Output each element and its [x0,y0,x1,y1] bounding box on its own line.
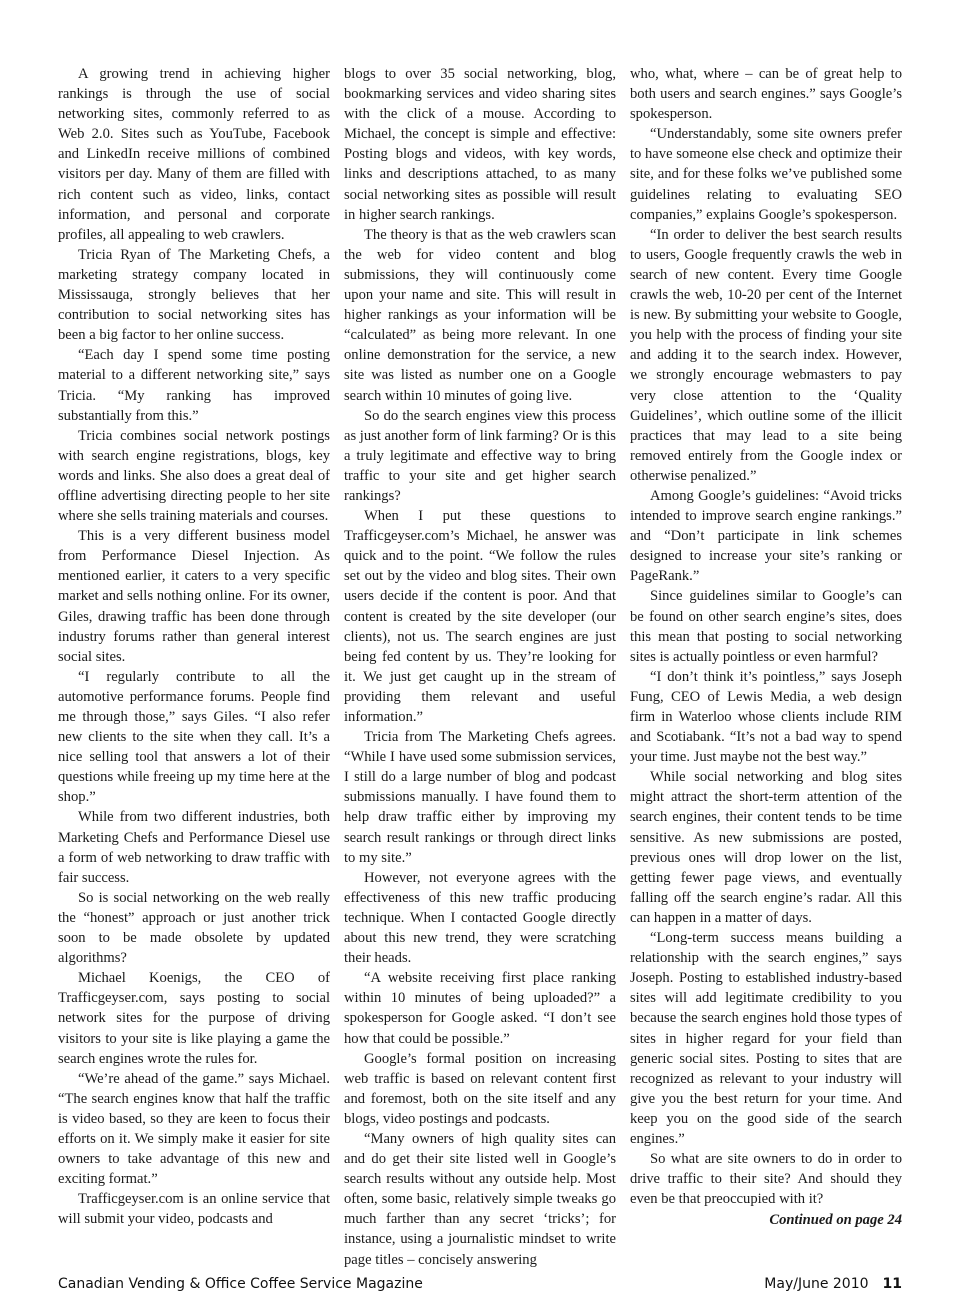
paragraph: This is a very different business model from Performance Diesel Injection. As mentioned earlier, it caters to a very specific market and sells nothing online. For its owner, Giles, drawing traffic has been done through industry forums rather than general interest social sites. [58,528,330,665]
paragraph: “I regularly contribute to all the automotive performance forums. People find me through those,” says Giles. “I also refer new clients to the site when they call. It’s a nice selling tool that answers a lot of their questions while freeing up my time here at the shop.” [58,668,330,806]
paragraph: “A website receiving first place ranking within 10 minutes of being uploaded?” a spokesperson for Google asked. “I don’t see how that could be possible.” [344,970,616,1047]
paragraph: “I don’t think it’s pointless,” says Joseph Fung, CEO of Lewis Media, a web design firm in Waterloo whose clients include RIM and Scotiabank. “It’s not a bad way to spend your time. Just maybe not the best way.” [630,668,902,766]
issue-date: May/June 2010 [764,1276,869,1292]
paragraph: “Understandably, some site owners prefer to have someone else check and optimize their site, and for these folks we’ve published some guidelines relating to evaluating SEO companies,” explains Google’s spokesperson. [630,126,902,223]
paragraph: Tricia from The Marketing Chefs agrees. “While I have used some submission services, I still do a large number of blog and podcast submissions manually. I have found them to help draw traffic either by improving my search result rankings or through direct links to my site.” [344,729,616,866]
paragraph: “Many owners of high quality sites can and do get their site listed well in Google’s search results without any outside help. Most often, some basic, relatively simple tweaks go much farther than any secret ‘tricks’; for instance, using a journalistic mindset to write page titles – concisely answering [344,1130,616,1268]
paragraph: So is social networking on the web really the “honest” approach or just another trick soon to be made obsolete by updated algorithms? [58,889,330,967]
paragraph: Among Google’s guidelines: “Avoid tricks intended to improve search engine rankings.” and “Don’t participate in link schemes designed to increase your site’s ranking or PageRank.” [630,487,902,585]
article-body [58,64,902,1268]
paragraph: While from two different industries, both Marketing Chefs and Performance Diesel use a form of web networking to draw traffic with fair success. [58,809,330,886]
column-2 [344,64,616,1268]
page-footer [58,1276,902,1292]
paragraph: So do the search engines view this process as just another form of link farming? Or is this a truly legitimate and effective way to bring traffic to your site and get higher search rankings? [344,407,616,504]
paragraph: When I put these questions to Trafficgeyser.com’s Michael, he answer was quick and to the point. “We follow the rules set out by the video and blog sites. Their own users decide if the content is poor. And that content is created by the site developer (our clients), not us. The search engines are just being fed content by us. They’re looking for it. We just get caught up in the stream of providing them relevant and useful information.” [344,508,616,725]
column-3 [630,64,902,1252]
paragraph: So what are site owners to do in order to drive traffic to their site? And should they even be that preoccupied with it? [630,1151,902,1208]
column-1 [58,64,330,1252]
publication-name: Canadian Vending & Office Coffee Service Magazine [58,1276,423,1292]
paragraph: “In order to deliver the best search results to users, Google frequently crawls the web in search of new content. Every time Google crawls the web, 10-20 per cent of the Internet is new. By submitting your website to Google, you help with the process of finding your site and adding it to the search index. However, we strongly encourage webmasters to pay very close attention to the ‘Quality Guidelines’, which outline some of the illicit practices that may lead to a site being removed entirely from the Google index or otherwise penalized.” [630,226,902,484]
paragraph: Google’s formal position on increasing web traffic is based on relevant content first and foremost, both on the site itself and any blogs, video postings and podcasts. [344,1050,616,1127]
paragraph: “Long-term success means building a relationship with the search engines,” says Joseph. Posting to established industry-based sites will add legitimate credibility to you because the search engines hold those types of sites in higher regard for your field than generic social sites. Posting to sites that are recognized as relevant to your industry will give you the best return for your time. And keep you on the good side of the search engines.” [630,930,902,1147]
paragraph: Since guidelines similar to Google’s can be found on other search engine’s sites, does this mean that posting to social networking sites is actually pointless or even harmful? [630,588,902,665]
paragraph: However, not everyone agrees with the effectiveness of this new traffic producing technique. When I contacted Google directly about this new trend, they were scratching their heads. [344,869,616,967]
paragraph: While social networking and blog sites might attract the short-term attention of the search engines, their content tends to be time sensitive. As new submissions are posted, previous ones will drop lower on the list, getting fewer page views, and eventually falling off the search engine’s radar. All this can happen in a matter of days. [630,769,902,926]
footer-right [764,1276,902,1292]
paragraph: who, what, where – can be of great help to both users and search engines.” says Google’s spokesperson. [630,66,902,123]
paragraph: “We’re ahead of the game.” says Michael. “The search engines know that half the traffic is video based, so they are keen to focus their efforts on it. We simply make it easier for site owners to take advantage of this new and exciting format.” [58,1070,330,1188]
paragraph: Michael Koenigs, the CEO of Trafficgeyser.com, says posting to social network sites for the purpose of driving visitors to your site is like playing a game the search engines wrote the rules for. [58,970,330,1067]
paragraph: blogs to over 35 social networking, blog, bookmarking services and video sharing sites with the click of a mouse. According to Michael, the concept is simple and effective: Posting blogs and videos, with key words, links and descriptions attached, to as many social networking sites as possible will result in higher search rankings. [344,66,616,223]
paragraph: Tricia combines social network postings with search engine registrations, blogs, key words and links. She also does a great deal of offline advertising directing people to her site where she sells training materials and courses. [58,427,330,525]
continued-link[interactable]: Continued on page 24 [769,1212,902,1229]
paragraph: Trafficgeyser.com is an online service that will submit your video, podcasts and [58,1191,330,1228]
paragraph: The theory is that as the web crawlers scan the web for video content and blog submissions, they will continuously come upon your name and site. This will result in higher rankings as your information will be “calculated” as being more relevant. In one online demonstration for the service, a new site was listed as number one on a Google search within 10 minutes of going live. [344,226,616,404]
paragraph: A growing trend in achieving higher rankings is through the use of social networking sites, commonly referred to as Web 2.0. Sites such as YouTube, Facebook and LinkedIn receive millions of combined visitors per day. Many of them are filled with rich content such as video, links, contact information, and personal and corporate profiles, all appealing to web crawlers. [58,66,330,243]
page-number: 11 [882,1276,902,1292]
paragraph: Tricia Ryan of The Marketing Chefs, a marketing strategy company located in Mississauga, strongly believes that her contribution to social networking sites has been a big factor to her online success. [58,246,330,344]
paragraph: “Each day I spend some time posting material to a different networking site,” says Tricia. “My ranking has improved substantially from this.” [58,347,330,424]
